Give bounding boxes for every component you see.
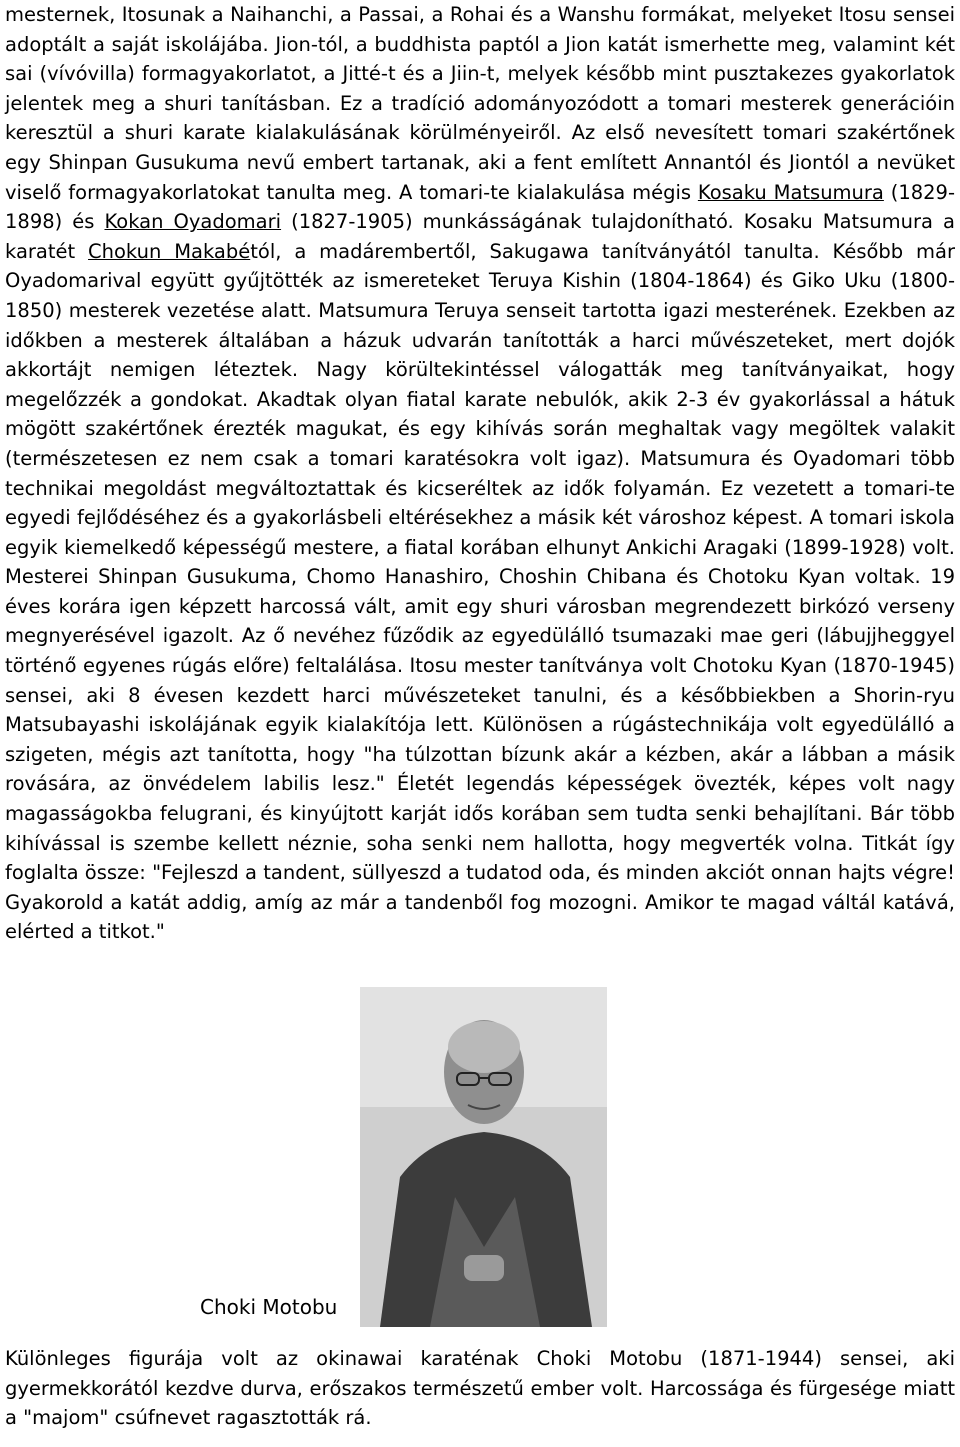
document-page: [5, 0, 955, 1433]
paragraph-motobu: Különleges figurája volt az okinawai karaténak Choki Motobu (1871-1944) sensei, aki gyermekkorától kezdve durva, erőszakos természetű ember volt. Harcossága és fürgesége miatt a "majom" csúfnevet ragasztották rá.: [5, 1347, 955, 1430]
link-chokun-makabe[interactable]: Chokun Makabé: [88, 239, 251, 263]
figure-caption: Choki Motobu: [200, 1295, 338, 1319]
paragraph-text: tól, a madárembertől, Sakugawa tanítványától tanulta. Később már Oyadomarival együtt gyűjtötték az ismereteket Teruya Kishin (1804-1864) és Giko Uku (1800-1850) mesterek vezetése alatt. Matsumura Teruya senseit tartotta igazi mesterének. Ezekben az időkben a mesterek általában a házuk udvarán tanították a harci művészeteket, mert dojók akkortájt nemigen léteztek. Nagy körültekintéssel válogatták meg tanítványaikat, hogy megelőzzék a gondokat. Akadtak olyan fiatal karate nebulók, akik 2-3 év gyakorlással a hátuk mögött szakértőnek érezték magukat, és egy kihívás során meghaltak vagy megöltek valakit (természetesen ez nem csak a tomari karatésokra volt igaz). Matsumura és Oyadomari több technikai megoldást megváltoztattak és kicseréltek az idők folyamán. Ez vezetett a tomari-te egyedi fejlődéséhez és a gyakorlásbeli eltérésekhez a másik két városhoz képest. A tomari iskola egyik kiemelkedő képességű mestere, a fiatal korában elhunyt Ankichi Aragaki (1899-1928) volt. Mesterei Shinpan Gusukuma, Chomo Hanashiro, Choshin Chibana és Chotoku Kyan voltak. 19 éves korára igen képzett harcossá vált, amit egy shuri városban megrendezett birkózó verseny megnyerésével igazolt. Az ő nevéhez fűződik az egyedülálló tsumazaki mae geri (lábujjheggyel történő egyenes rúgás előre) feltalálása. Itosu mester tanítványa volt Chotoku Kyan (1870-1945) sensei, aki 8 évesen kezdett harci művészeteket tanulni, és a későbbiekben a Shorin-ryu Matsubayashi iskolájának egyik kialakítója lett. Különösen a rúgástechnikája volt egyedülálló a szigeten, mégis azt tanította, hogy "ha túlzottan bízunk akár a kézben, akár a lábban a másik rovására, az önvédelem labilis lesz." Életét legendás képességek övezték, képes volt nagy magasságokba felugrani, és kinyújtott karját idős korában sem tudta senki behajlítani. Bár több kihívással is szembe kellett néznie, soha senki nem hallotta, hogy megverték volna. Titkát így foglalta össze: "Fejleszd a tandent, süllyeszd a tudatod oda, és minden akciót onnan hajts végre! Gyakorold a katát addig, amíg az már a tandenből fog mozogni. Amikor te magad váltál katává, elérted a titkot.": [5, 239, 956, 944]
portrait-illustration: [360, 987, 607, 1327]
link-kokan-oyadomari[interactable]: Kokan Oyadomari: [104, 210, 282, 234]
figure: [5, 987, 955, 1327]
paragraph-text: mesternek, Itosunak a Naihanchi, a Passai, a Rohai és a Wanshu formákat, melyeket Itosu sensei adoptált a saját iskolájába. Jion-tól, a buddhista paptól a Jion katát ismerhette meg, valamint két sai (vívóvilla) formagyakorlatot, a Jitté-t és a Jiin-t, melyek később mint pusztakezes gyakorlatok jelentek meg a shuri tanításban. Ez a tradíció adományozódott a tomari mesterek generációin keresztül a shuri karate kialakulásának körülményeiről. Az első nevesített tomari szakértőnek egy Shinpan Gusukuma nevű embert tartanak, aki a fent említett Annantól és Jiontól a nevüket viselő formagyakorlatokat tanulta meg. A tomari-te kialakulása mégis: [5, 3, 955, 204]
link-kosaku-matsumura[interactable]: Kosaku Matsumura: [697, 180, 884, 204]
paragraph-text: (1829-1898) és: [5, 180, 955, 234]
portrait-photo: [360, 987, 607, 1327]
paragraph-history: [5, 0, 955, 947]
paragraph-text: (1827-1905) munkásságának tulajdonítható. Kosaku Matsumura a karatét: [5, 210, 955, 263]
